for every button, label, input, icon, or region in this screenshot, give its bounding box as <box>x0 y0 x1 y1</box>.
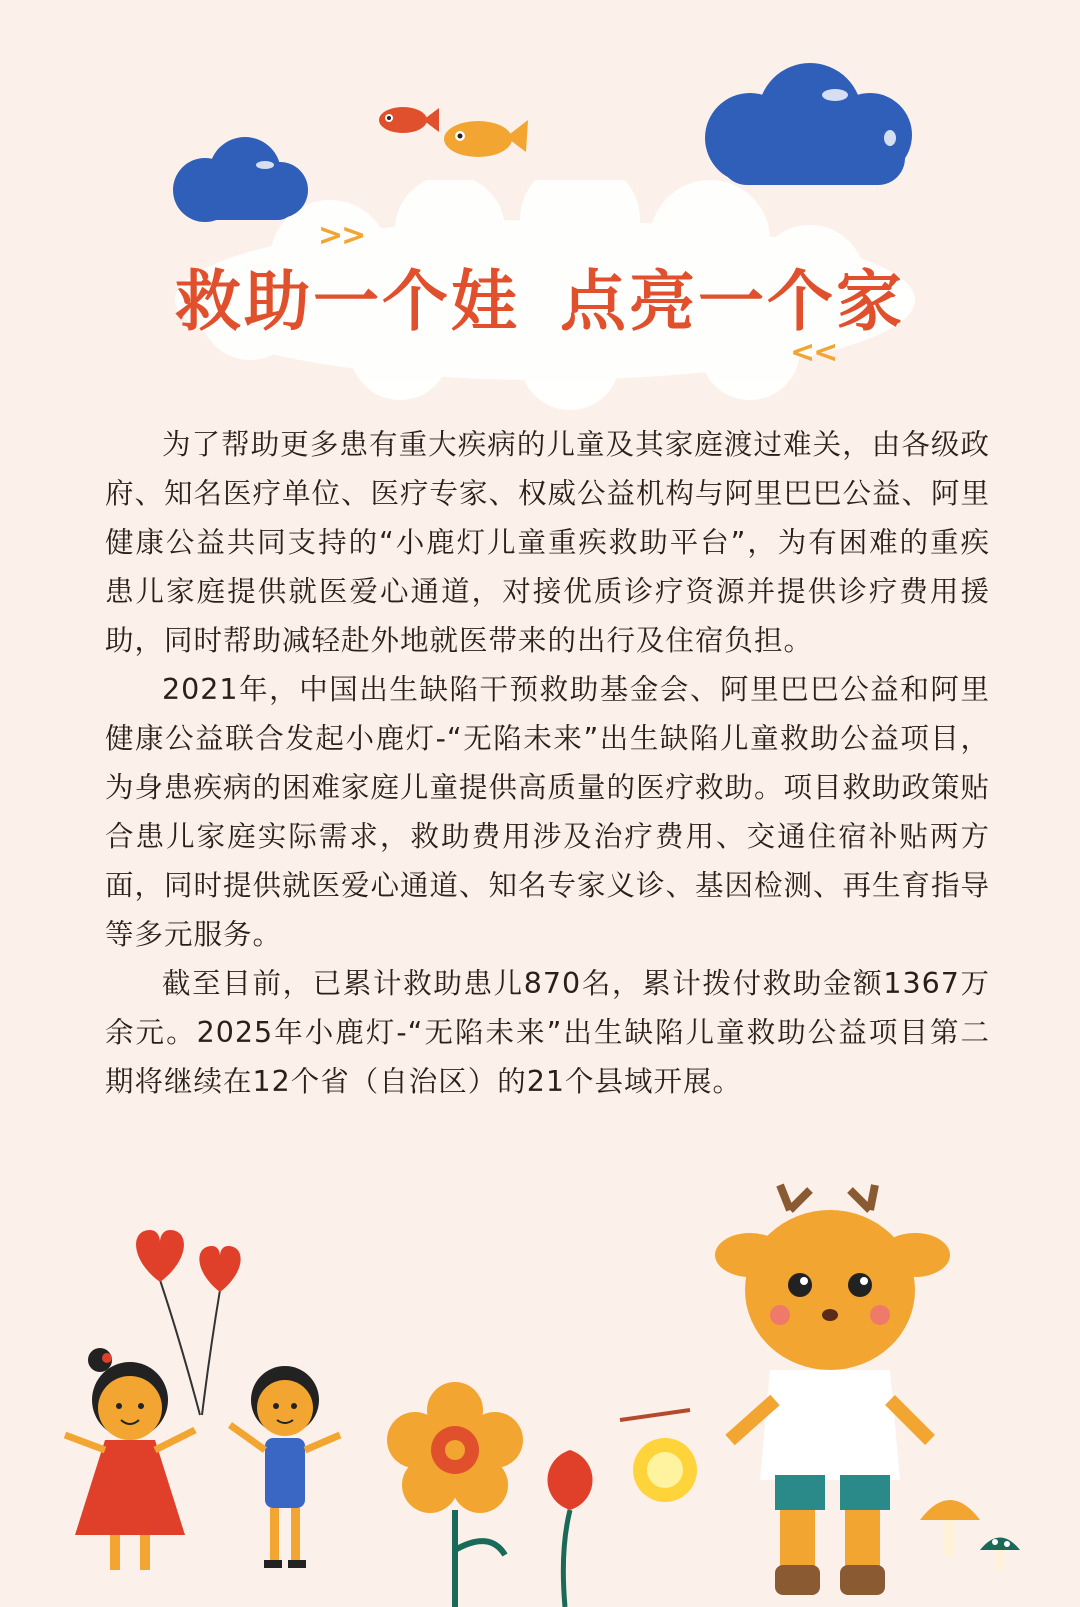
body-text <box>105 420 990 1106</box>
title-part-1: 救助一个娃 <box>175 263 520 340</box>
orange-fish-icon <box>440 112 530 162</box>
red-fish-icon <box>375 100 440 140</box>
girl-icon <box>55 1340 205 1580</box>
red-tulip-icon <box>530 1440 610 1607</box>
page-title <box>0 248 1080 343</box>
boy-icon <box>220 1360 350 1580</box>
orange-flower-icon <box>380 1380 530 1607</box>
paragraph-2021-project: 2021年，中国出生缺陷干预救助基金会、阿里巴巴公益和阿里健康公益联合发起小鹿灯-“无陷未来”出生缺陷儿童救助公益项目，为身患疾病的困难家庭儿童提供高质量的医疗救助。项目救助政策贴合患儿家庭实际需求，救助费用涉及治疗费用、交通住宿补贴两方面，同时提供就医爱心通道、知名专家义诊、基因检测、再生育指导等多元服务。 <box>105 673 991 951</box>
paragraph-results: 截至目前，已累计救助患儿870名，累计拨付救助金额1367万余元。2025年小鹿灯-“无陷未来”出生缺陷儿童救助公益项目第二期将继续在12个省（自治区）的21个县域开展。 <box>105 967 990 1098</box>
mushrooms-icon <box>915 1480 1035 1607</box>
blue-cloud-right-icon <box>700 60 920 190</box>
blue-cloud-left-icon <box>165 135 315 225</box>
decor-chevrons-right: << <box>790 335 837 370</box>
title-part-2: 点亮一个家 <box>560 263 905 340</box>
decor-chevrons-left: >> <box>318 218 365 253</box>
paragraph-intro: 为了帮助更多患有重大疾病的儿童及其家庭渡过难关，由各级政府、知名医疗单位、医疗专家、权威公益机构与阿里巴巴公益、阿里健康公益共同支持的“小鹿灯儿童重疾救助平台”，为有困难的重疾患儿家庭提供就医爱心通道，对接优质诊疗资源并提供诊疗费用援助，同时帮助减轻赴外地就医带来的出行及住宿负担。 <box>105 428 991 657</box>
